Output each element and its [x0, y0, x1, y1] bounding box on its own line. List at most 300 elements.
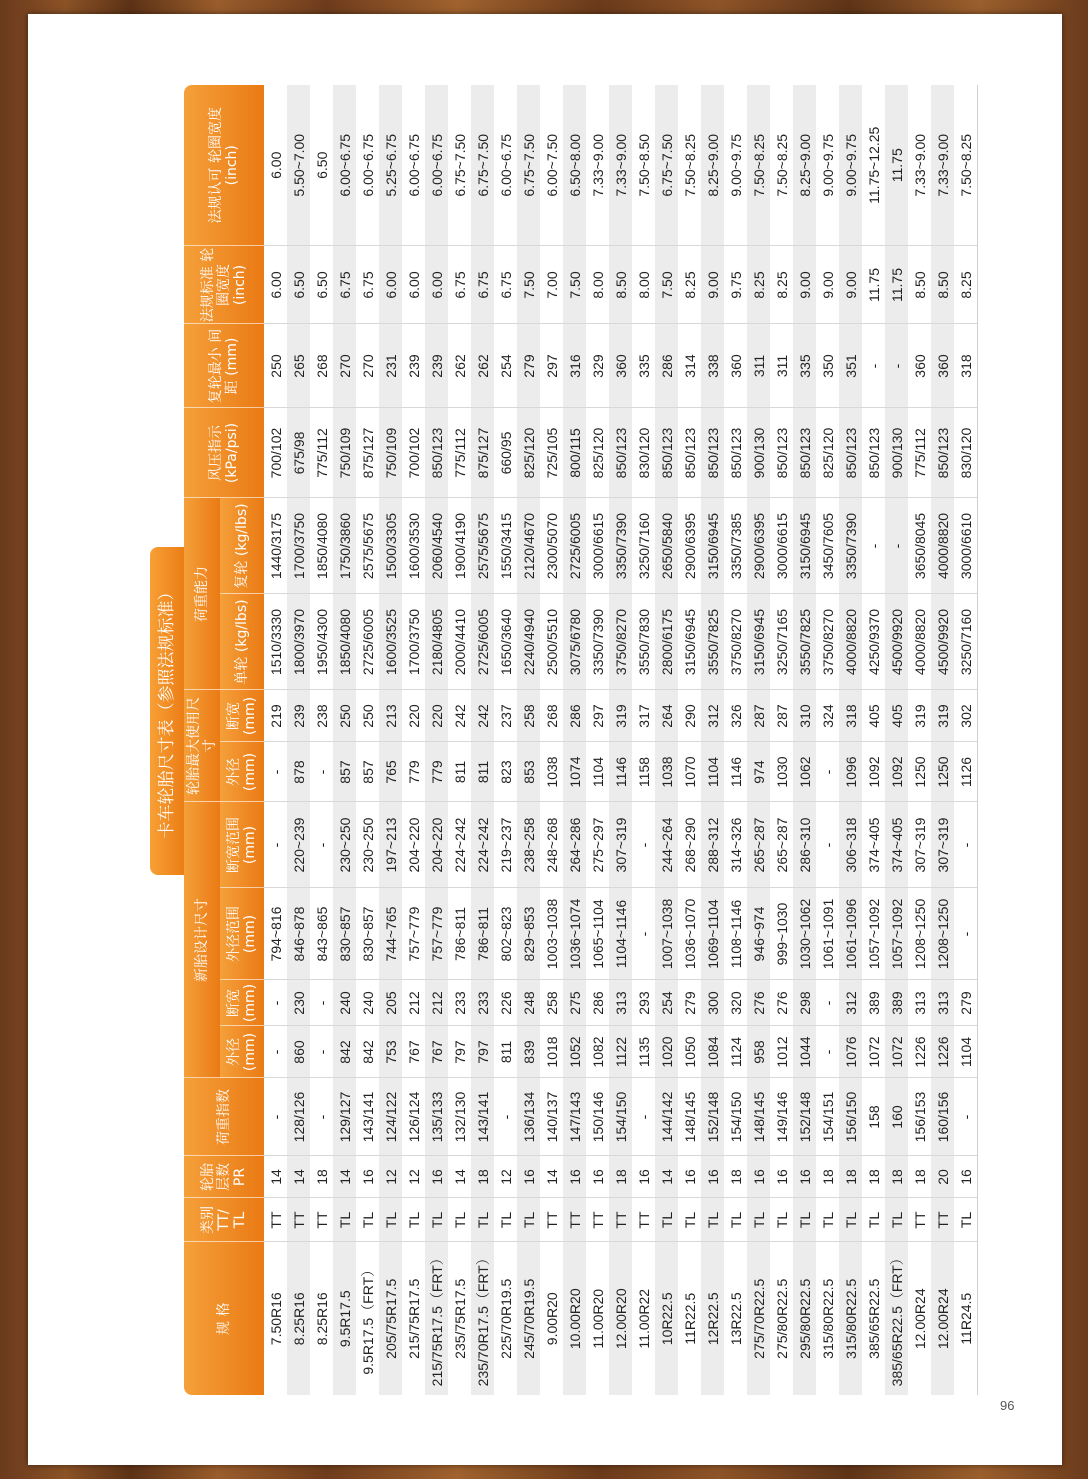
- table-row: [770, 85, 793, 1395]
- cell-max-sw: 405: [862, 690, 885, 742]
- cell-max-od: 1126: [954, 742, 978, 802]
- cell-sw-range: 238~258: [517, 802, 540, 888]
- cell-pressure: 830/120: [632, 408, 655, 498]
- cell-allowed-rim: 6.00~6.75: [402, 85, 425, 246]
- cell-load-index: 154/151: [816, 1078, 839, 1156]
- cell-od: 1072: [862, 1026, 885, 1078]
- table-row: [264, 85, 287, 1395]
- table-row: [931, 85, 954, 1395]
- cell-std-rim: 9.00: [816, 246, 839, 324]
- cell-od: -: [816, 1026, 839, 1078]
- cell-spec: 11R24.5: [954, 1242, 978, 1395]
- cell-max-od: 1038: [655, 742, 678, 802]
- cell-od-range: -: [954, 888, 978, 980]
- cell-ply: 16: [770, 1156, 793, 1198]
- cell-max-od: -: [264, 742, 287, 802]
- cell-od-range: 1030~1062: [793, 888, 816, 980]
- cell-type: TL: [655, 1198, 678, 1242]
- cell-od-range: 1208~1250: [931, 888, 954, 980]
- cell-type: TL: [816, 1198, 839, 1242]
- cell-pressure: 850/123: [724, 408, 747, 498]
- cell-pressure: 825/120: [517, 408, 540, 498]
- cell-min-dual-spacing: 335: [793, 324, 816, 408]
- cell-type: TL: [885, 1198, 908, 1242]
- cell-max-sw: 237: [494, 690, 517, 742]
- cell-dual-load: 2900/6395: [747, 498, 770, 594]
- cell-pressure: 900/130: [885, 408, 908, 498]
- cell-dual-load: 4000/8820: [931, 498, 954, 594]
- cell-max-od: 1030: [770, 742, 793, 802]
- cell-ply: 18: [885, 1156, 908, 1198]
- cell-min-dual-spacing: 239: [402, 324, 425, 408]
- cell-od-range: 1057~1092: [862, 888, 885, 980]
- cell-min-dual-spacing: 351: [839, 324, 862, 408]
- cell-pressure: 725/105: [540, 408, 563, 498]
- cell-min-dual-spacing: 279: [517, 324, 540, 408]
- cell-od: 1122: [609, 1026, 632, 1078]
- cell-od: 1044: [793, 1026, 816, 1078]
- header-new-design: 新胎设计尺寸: [184, 802, 220, 1078]
- cell-std-rim: 6.75: [448, 246, 471, 324]
- cell-allowed-rim: 7.50~8.50: [632, 85, 655, 246]
- cell-sw-range: 244~264: [655, 802, 678, 888]
- cell-sw-range: -: [264, 802, 287, 888]
- cell-type: TL: [333, 1198, 356, 1242]
- cell-sw-range: 264~286: [563, 802, 586, 888]
- cell-load-index: 158: [862, 1078, 885, 1156]
- cell-sw-range: 230~250: [333, 802, 356, 888]
- cell-std-rim: 11.75: [862, 246, 885, 324]
- cell-max-sw: 297: [586, 690, 609, 742]
- cell-std-rim: 9.00: [793, 246, 816, 324]
- cell-type: TT: [287, 1198, 310, 1242]
- cell-sw: 276: [747, 980, 770, 1026]
- cell-sw-range: 275~297: [586, 802, 609, 888]
- cell-allowed-rim: 7.50~8.25: [678, 85, 701, 246]
- cell-od: 767: [402, 1026, 425, 1078]
- cell-allowed-rim: 6.00~6.75: [494, 85, 517, 246]
- cell-allowed-rim: 7.33~9.00: [609, 85, 632, 246]
- cell-spec: 385/65R22.5: [862, 1242, 885, 1395]
- cell-spec: 315/80R22.5: [816, 1242, 839, 1395]
- cell-dual-load: 3450/7605: [816, 498, 839, 594]
- cell-type: TL: [747, 1198, 770, 1242]
- cell-sw-range: 268~290: [678, 802, 701, 888]
- cell-load-index: 160/156: [931, 1078, 954, 1156]
- cell-od: 797: [448, 1026, 471, 1078]
- cell-max-sw: 290: [678, 690, 701, 742]
- cell-max-sw: 264: [655, 690, 678, 742]
- header-allowed-rim: 法规认可 轮圈宽度 (inch): [184, 85, 264, 246]
- table-row: [678, 85, 701, 1395]
- cell-single-load: 2000/4410: [448, 594, 471, 690]
- table-row: [632, 85, 655, 1395]
- cell-spec: 9.5R17.5: [333, 1242, 356, 1395]
- cell-load-index: 148/145: [747, 1078, 770, 1156]
- cell-od: 1072: [885, 1026, 908, 1078]
- cell-single-load: 1600/3525: [379, 594, 402, 690]
- cell-load-index: 152/148: [701, 1078, 724, 1156]
- cell-ply: 16: [586, 1156, 609, 1198]
- table-row: [540, 85, 563, 1395]
- cell-std-rim: 8.00: [632, 246, 655, 324]
- cell-single-load: 2500/5510: [540, 594, 563, 690]
- cell-sw: 313: [908, 980, 931, 1026]
- cell-sw: -: [310, 980, 333, 1026]
- cell-min-dual-spacing: 360: [609, 324, 632, 408]
- cell-spec: 12.00R20: [609, 1242, 632, 1395]
- cell-std-rim: 6.00: [402, 246, 425, 324]
- cell-single-load: 1650/3640: [494, 594, 517, 690]
- cell-min-dual-spacing: 297: [540, 324, 563, 408]
- cell-sw: 286: [586, 980, 609, 1026]
- cell-std-rim: 11.75: [885, 246, 908, 324]
- cell-od: 839: [517, 1026, 540, 1078]
- cell-dual-load: 3000/6615: [770, 498, 793, 594]
- cell-max-od: 878: [287, 742, 310, 802]
- cell-spec: 9.5R17.5（FRT）: [356, 1242, 379, 1395]
- cell-max-sw: 302: [954, 690, 978, 742]
- cell-od-range: 1057~1092: [885, 888, 908, 980]
- cell-max-od: 1074: [563, 742, 586, 802]
- cell-allowed-rim: 6.00~6.75: [425, 85, 448, 246]
- table-row: [563, 85, 586, 1395]
- cell-std-rim: 8.25: [678, 246, 701, 324]
- cell-type: TT: [908, 1198, 931, 1242]
- cell-sw: 279: [954, 980, 978, 1026]
- cell-single-load: 2725/6005: [356, 594, 379, 690]
- cell-min-dual-spacing: 316: [563, 324, 586, 408]
- cell-type: TL: [724, 1198, 747, 1242]
- cell-min-dual-spacing: 335: [632, 324, 655, 408]
- cell-spec: 215/75R17.5（FRT）: [425, 1242, 448, 1395]
- header-single: 单轮 (kg/lbs): [220, 594, 264, 690]
- cell-allowed-rim: 6.75~7.50: [448, 85, 471, 246]
- cell-single-load: 1510/3330: [264, 594, 287, 690]
- cell-ply: 18: [839, 1156, 862, 1198]
- table-row: [885, 85, 908, 1395]
- cell-std-rim: 8.00: [586, 246, 609, 324]
- header-max-service: 轮胎最大使用尺寸: [184, 690, 220, 802]
- cell-sw: 254: [655, 980, 678, 1026]
- cell-pressure: 825/120: [586, 408, 609, 498]
- cell-od-range: 794~816: [264, 888, 287, 980]
- cell-dual-load: -: [885, 498, 908, 594]
- header-od: 外径 (mm): [220, 1026, 264, 1078]
- cell-min-dual-spacing: 231: [379, 324, 402, 408]
- cell-ply: 16: [701, 1156, 724, 1198]
- cell-allowed-rim: 8.25~9.00: [701, 85, 724, 246]
- cell-od-range: 786~811: [448, 888, 471, 980]
- table-body: [264, 85, 978, 1395]
- cell-max-sw: 319: [931, 690, 954, 742]
- cell-max-od: 779: [425, 742, 448, 802]
- cell-load-index: 156/150: [839, 1078, 862, 1156]
- cell-ply: 16: [954, 1156, 978, 1198]
- cell-sw-range: 307~319: [931, 802, 954, 888]
- table-row: [425, 85, 448, 1395]
- tire-size-table: [184, 85, 978, 1395]
- cell-min-dual-spacing: 265: [287, 324, 310, 408]
- cell-od-range: 757~779: [425, 888, 448, 980]
- cell-load-index: -: [264, 1078, 287, 1156]
- cell-sw-range: 265~287: [747, 802, 770, 888]
- header-min-dual: 复轮最小 间距 (mm): [184, 324, 264, 408]
- cell-od-range: 946~974: [747, 888, 770, 980]
- cell-load-index: 124/122: [379, 1078, 402, 1156]
- cell-allowed-rim: 9.00~9.75: [816, 85, 839, 246]
- cell-pressure: 775/112: [448, 408, 471, 498]
- cell-sw: 230: [287, 980, 310, 1026]
- cell-allowed-rim: 6.50~8.00: [563, 85, 586, 246]
- cell-sw: 240: [333, 980, 356, 1026]
- cell-load-index: 160: [885, 1078, 908, 1156]
- cell-load-index: 140/137: [540, 1078, 563, 1156]
- cell-spec: 11.00R22: [632, 1242, 655, 1395]
- cell-od: -: [310, 1026, 333, 1078]
- cell-sw-range: 265~287: [770, 802, 793, 888]
- cell-load-index: 156/153: [908, 1078, 931, 1156]
- cell-max-od: 823: [494, 742, 517, 802]
- cell-std-rim: 8.50: [908, 246, 931, 324]
- cell-sw-range: 219~237: [494, 802, 517, 888]
- cell-od-range: 1036~1074: [563, 888, 586, 980]
- cell-min-dual-spacing: 350: [816, 324, 839, 408]
- cell-single-load: 4500/9920: [885, 594, 908, 690]
- cell-max-sw: 405: [885, 690, 908, 742]
- cell-od: 842: [356, 1026, 379, 1078]
- cell-max-sw: 238: [310, 690, 333, 742]
- cell-od: 1052: [563, 1026, 586, 1078]
- cell-max-od: 1038: [540, 742, 563, 802]
- cell-allowed-rim: 6.00~6.75: [333, 85, 356, 246]
- cell-pressure: 850/123: [862, 408, 885, 498]
- cell-load-index: 152/148: [793, 1078, 816, 1156]
- cell-od: 1226: [931, 1026, 954, 1078]
- cell-od: 860: [287, 1026, 310, 1078]
- cell-load-index: 149/146: [770, 1078, 793, 1156]
- cell-od: 811: [494, 1026, 517, 1078]
- cell-max-sw: 287: [770, 690, 793, 742]
- cell-sw: 389: [885, 980, 908, 1026]
- cell-max-sw: 242: [448, 690, 471, 742]
- cell-max-sw: 286: [563, 690, 586, 742]
- cell-std-rim: 6.75: [356, 246, 379, 324]
- cell-single-load: 3250/7160: [954, 594, 978, 690]
- cell-load-index: 147/143: [563, 1078, 586, 1156]
- cell-min-dual-spacing: 250: [264, 324, 287, 408]
- cell-sw: 300: [701, 980, 724, 1026]
- cell-max-od: 1104: [586, 742, 609, 802]
- cell-spec: 215/75R17.5: [402, 1242, 425, 1395]
- table-row: [954, 85, 978, 1395]
- cell-single-load: 2800/6175: [655, 594, 678, 690]
- cell-std-rim: 8.50: [609, 246, 632, 324]
- cell-od-range: 802~823: [494, 888, 517, 980]
- cell-std-rim: 6.50: [310, 246, 333, 324]
- cell-ply: 12: [494, 1156, 517, 1198]
- cell-sw: 320: [724, 980, 747, 1026]
- cell-sw: 240: [356, 980, 379, 1026]
- cell-std-rim: 9.00: [839, 246, 862, 324]
- cell-spec: 385/65R22.5（FRT）: [885, 1242, 908, 1395]
- cell-od: -: [264, 1026, 287, 1078]
- cell-max-sw: 220: [402, 690, 425, 742]
- cell-max-sw: 250: [356, 690, 379, 742]
- header-std-rim: 法规标准 轮圈宽度 (inch): [184, 246, 264, 324]
- cell-ply: 16: [356, 1156, 379, 1198]
- table-row: [356, 85, 379, 1395]
- cell-sw-range: -: [632, 802, 655, 888]
- cell-min-dual-spacing: 338: [701, 324, 724, 408]
- cell-dual-load: 3650/8045: [908, 498, 931, 594]
- cell-pressure: 825/120: [816, 408, 839, 498]
- cell-od-range: 1208~1250: [908, 888, 931, 980]
- cell-spec: 11R22.5: [678, 1242, 701, 1395]
- table-row: [287, 85, 310, 1395]
- cell-dual-load: 2900/6395: [678, 498, 701, 594]
- cell-max-sw: 213: [379, 690, 402, 742]
- cell-max-sw: 324: [816, 690, 839, 742]
- cell-pressure: 875/127: [356, 408, 379, 498]
- header-type: 类别 TT/ TL: [184, 1198, 264, 1242]
- cell-max-sw: 318: [839, 690, 862, 742]
- cell-dual-load: 1850/4080: [310, 498, 333, 594]
- cell-single-load: 4000/8820: [908, 594, 931, 690]
- cell-spec: 8.25R16: [310, 1242, 333, 1395]
- cell-allowed-rim: 6.50: [310, 85, 333, 246]
- cell-load-index: -: [632, 1078, 655, 1156]
- cell-load-index: 136/134: [517, 1078, 540, 1156]
- cell-load-index: 144/142: [655, 1078, 678, 1156]
- cell-min-dual-spacing: 270: [356, 324, 379, 408]
- cell-std-rim: 6.00: [379, 246, 402, 324]
- cell-dual-load: 2120/4670: [517, 498, 540, 594]
- cell-sw-range: -: [954, 802, 978, 888]
- cell-sw-range: 374~405: [885, 802, 908, 888]
- cell-ply: 14: [448, 1156, 471, 1198]
- table-row: [793, 85, 816, 1395]
- cell-type: TL: [862, 1198, 885, 1242]
- cell-dual-load: 1700/3750: [287, 498, 310, 594]
- cell-pressure: 750/109: [379, 408, 402, 498]
- cell-pressure: 850/123: [609, 408, 632, 498]
- cell-pressure: 850/123: [425, 408, 448, 498]
- table-row: [586, 85, 609, 1395]
- cell-pressure: 830/120: [954, 408, 978, 498]
- cell-spec: 12R22.5: [701, 1242, 724, 1395]
- cell-allowed-rim: 5.50~7.00: [287, 85, 310, 246]
- cell-type: TL: [379, 1198, 402, 1242]
- header-ply: 轮胎 层数 PR: [184, 1156, 264, 1198]
- cell-single-load: 3150/6945: [678, 594, 701, 690]
- cell-load-index: 143/141: [471, 1078, 494, 1156]
- cell-dual-load: 1900/4190: [448, 498, 471, 594]
- cell-allowed-rim: 6.75~7.50: [655, 85, 678, 246]
- cell-allowed-rim: 7.33~9.00: [908, 85, 931, 246]
- cell-single-load: 1850/4080: [333, 594, 356, 690]
- cell-dual-load: 3000/6610: [954, 498, 978, 594]
- cell-dual-load: 2650/5840: [655, 498, 678, 594]
- cell-type: TT: [632, 1198, 655, 1242]
- cell-sw: 279: [678, 980, 701, 1026]
- table-row: [471, 85, 494, 1395]
- cell-od: 1084: [701, 1026, 724, 1078]
- cell-max-od: 1096: [839, 742, 862, 802]
- cell-dual-load: 3350/7390: [609, 498, 632, 594]
- cell-pressure: 700/102: [402, 408, 425, 498]
- header-load-index: 荷重指数: [184, 1078, 264, 1156]
- cell-od-range: 843~865: [310, 888, 333, 980]
- cell-ply: 18: [471, 1156, 494, 1198]
- cell-sw: 313: [609, 980, 632, 1026]
- cell-type: TL: [448, 1198, 471, 1242]
- header-dual: 复轮 (kg/lbs): [220, 498, 264, 594]
- cell-ply: 16: [517, 1156, 540, 1198]
- cell-load-index: 154/150: [724, 1078, 747, 1156]
- cell-sw-range: 220~239: [287, 802, 310, 888]
- cell-od: 1226: [908, 1026, 931, 1078]
- cell-max-od: 1158: [632, 742, 655, 802]
- cell-od-range: 1007~1038: [655, 888, 678, 980]
- cell-sw: 298: [793, 980, 816, 1026]
- cell-od: 1012: [770, 1026, 793, 1078]
- cell-od-range: 1069~1104: [701, 888, 724, 980]
- cell-max-od: 811: [471, 742, 494, 802]
- cell-pressure: 850/123: [770, 408, 793, 498]
- cell-spec: 11.00R20: [586, 1242, 609, 1395]
- cell-allowed-rim: 7.33~9.00: [586, 85, 609, 246]
- cell-min-dual-spacing: 286: [655, 324, 678, 408]
- cell-load-index: 154/150: [609, 1078, 632, 1156]
- cell-max-od: 1250: [931, 742, 954, 802]
- cell-dual-load: 3350/7385: [724, 498, 747, 594]
- cell-allowed-rim: 6.00: [264, 85, 287, 246]
- cell-max-od: 1070: [678, 742, 701, 802]
- cell-std-rim: 6.50: [287, 246, 310, 324]
- cell-type: TT: [264, 1198, 287, 1242]
- cell-ply: 14: [287, 1156, 310, 1198]
- cell-allowed-rim: 7.50~8.25: [954, 85, 978, 246]
- cell-spec: 8.25R16: [287, 1242, 310, 1395]
- cell-allowed-rim: 8.25~9.00: [793, 85, 816, 246]
- cell-load-index: 143/141: [356, 1078, 379, 1156]
- cell-spec: 10.00R20: [563, 1242, 586, 1395]
- cell-dual-load: 3350/7390: [839, 498, 862, 594]
- cell-max-sw: 219: [264, 690, 287, 742]
- cell-spec: 7.50R16: [264, 1242, 287, 1395]
- cell-spec: 315/80R22.5: [839, 1242, 862, 1395]
- cell-sw: 226: [494, 980, 517, 1026]
- cell-od-range: 1061~1091: [816, 888, 839, 980]
- cell-od: 1018: [540, 1026, 563, 1078]
- cell-od: 1020: [655, 1026, 678, 1078]
- table-row: [609, 85, 632, 1395]
- cell-std-rim: 8.25: [954, 246, 978, 324]
- cell-od-range: 786~811: [471, 888, 494, 980]
- cell-allowed-rim: 7.33~9.00: [931, 85, 954, 246]
- cell-od: 1104: [954, 1026, 978, 1078]
- cell-min-dual-spacing: 262: [448, 324, 471, 408]
- cell-od: 1124: [724, 1026, 747, 1078]
- cell-spec: 245/70R19.5: [517, 1242, 540, 1395]
- cell-load-index: -: [494, 1078, 517, 1156]
- cell-spec: 275/80R22.5: [770, 1242, 793, 1395]
- cell-ply: 18: [816, 1156, 839, 1198]
- cell-max-sw: 326: [724, 690, 747, 742]
- header-od-range: 外径范围 (mm): [220, 888, 264, 980]
- cell-max-od: 853: [517, 742, 540, 802]
